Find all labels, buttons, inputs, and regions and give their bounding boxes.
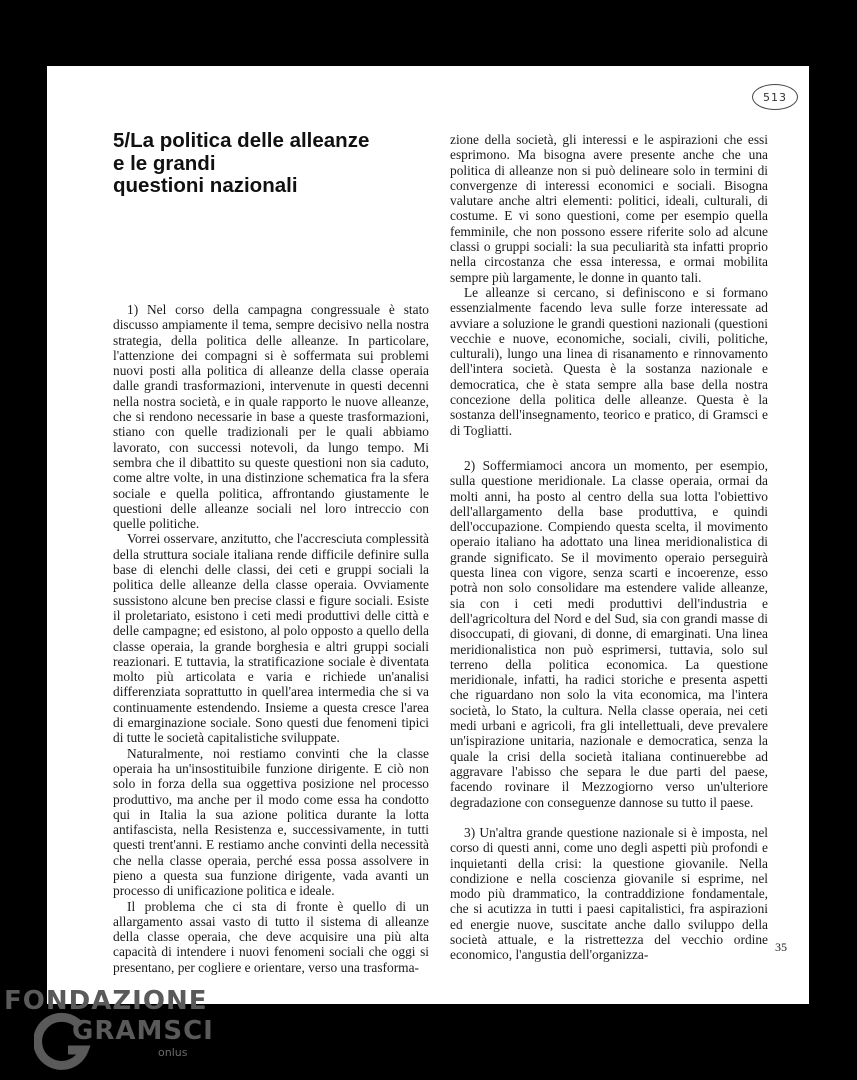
paragraph: 3) Un'altra grande questione nazionale si è imposta, nel corso di questi anni, come uno degli aspetti più profondi e inquietanti della crisi: la questione giovanile. Nella condizione e nella coscienza giovanile si esprime, nel modo più drammatico, la contraddizione fondamentale, che si acutizza in tutti i paesi capitalistici, fra aspirazioni ed energie nuove, suscitate anche dallo sviluppo della società attuale, e la ristrettezza del vecchio ordine economico, l'angustia dell'organizza- (450, 825, 768, 963)
paragraph: 2) Soffermiamoci ancora un momento, per esempio, sulla questione meridionale. La classe operaia, ormai da molti anni, ha posto al centro della sua lotta l'obiettivo dell'allargamento della base produttiva, e quindi dell'occupazione. Compiendo questa scelta, il movimento operaio italiano ha adottato una linea meridionalistica di grande significato. Se il movimento operaio perseguirà questa linea con vigore, senza scarti e incoerenze, esso potrà non solo consolidare ma estendere valide alleanze, sia con i ceti medi produttivi dell'industria e dell'agricoltura del Nord e del Sud, sia con grandi masse di disoccupati, di giovani, di donne, di emarginati. Una linea meridionalistica non può esprimersi, tuttavia, solo sul terreno della politica economica. La questione meridionale, infatti, ha radici storiche e presenta aspetti che riguardano non solo la vita economica, ma l'intera società, lo Stato, la cultura. Nella classe operaia, nei ceti medi urbani e agricoli, fra gli intellettuali, deve prevalere un'ispirazione unitaria, nazionale e democratica, senza la quale la crisi della società italiana continuerebbe ad aggravare l'abisso che separa le due parti del paese, facendo rovinare il Mezzogiorno verso un'ulteriore degradazione con conseguenze dannose su tutto il paese. (450, 458, 768, 810)
scanned-page (47, 66, 809, 1004)
paragraph: 1) Nel corso della campagna congressuale è stato discusso ampiamente il tema, sempre decisivo nella nostra strategia, della politica delle alleanze. In particolare, l'attenzione dei compagni si è soffermata sui problemi nuovi posti alla politica di alleanze della classe operaia dalle grandi trasformazioni, intervenute in questi decenni nella nostra società, e in quale rapporto le nuove alleanze, che si rendono necessarie in base a queste trasformazioni, stiano con quelle tradizionali per le quali abbiamo lavorato, con successi notevoli, da lungo tempo. Mi sembra che il dibattito su queste questioni non sia caduto, come altre volte, in una distinzione schematica fra la sfera sociale e quella politica, affrontando giustamente le questioni delle alleanze sociali nel loro intreccio con quelle politiche. (113, 302, 429, 532)
title-line: questioni nazionali (113, 174, 298, 197)
article-title (113, 130, 433, 198)
title-line: 5/La politica delle alleanze (113, 129, 370, 152)
right-column-bottom (450, 825, 768, 963)
paragraph: Le alleanze si cercano, si definiscono e si formano essenzialmente facendo leva sulle forze interessate ad avviare a soluzione le grandi questioni nazionali (questioni vecchie e nuove, economiche, sociali, civili, politiche, culturali), lungo una linea di risanamento e rinnovamento dell'intera società. Questa è la sostanza nazionale e democratica, che è stata sempre alla base della nostra concezione della politica delle alleanze. Questa è la sostanza dell'insegnamento, teorico e pratico, di Gramsci e di Togliatti. (450, 284, 768, 438)
paragraph: Naturalmente, noi restiamo convinti che la classe operaia ha un'insostituibile funzione dirigente. E ciò non solo in forza della sua oggettiva posizione nel processo produttivo, ma anche per il modo come essa ha condotto qui in Italia la sua azione politica durante la lotta antifascista, nella Resistenza e, successivamente, in tutti questi trent'anni. E restiamo anche convinti della necessità che nella classe operaia, perché essa possa assolvere in pieno a questa sua funzione dirigente, vada avanti un processo di unificazione politica e ideale. (113, 745, 429, 899)
title-line: e le grandi (113, 151, 216, 175)
watermark-line1: FONDAZIONE (4, 986, 208, 1016)
paragraph: Vorrei osservare, anzitutto, che l'accresciuta complessità della struttura sociale italiana rende difficile definire sulla base di elenchi delle classi, dei ceti e gruppi sociali la politica delle alleanze della classe operaia. Ovviamente sussistono alcune ben precise classi e figure sociali. Esiste il proletariato, esistono i ceti medi produttivi delle città e delle campagne; ed esistono, al polo opposto a quello della classe operaia, la grande borghesia e altri gruppi sociali reazionari. E tuttavia, la stratificazione sociale è diventata molto più articolata e varia e richiede un'analisi differenziata soprattutto in quell'area intermedia che si va continuamente estendendo. Insieme a questa cresce l'area di emarginazione sociale. Sono questi due fenomeni tipici di tutte le società capitalistiche sviluppate. (113, 531, 429, 746)
page-number: 35 (775, 940, 787, 954)
watermark-line2: GRAMSCI (72, 1016, 214, 1046)
right-column-middle (450, 458, 768, 810)
right-column-top (450, 132, 768, 438)
watermark-sub: onlus (158, 1046, 188, 1059)
paragraph: zione della società, gli interessi e le aspirazioni che essi esprimono. Ma bisogna avere presente anche che una politica di alleanze non si può delineare solo in termini di convergenze di interessi economici e sociali. Bisogna valutare anche altri elementi: politici, ideali, culturali, di costume. E vi sono questioni, come per esempio quella femminile, che non possono essere riferite solo ad alcune classi o gruppi sociali: la sua peculiarità sta infatti proprio nella circostanza che essa interessa, e ormai mobilita sempre più largamente, le donne in quanto tali. (450, 132, 768, 285)
paragraph: Il problema che ci sta di fronte è quello di un allargamento assai vasto di tutto il sistema di alleanze della classe operaia, che deve acquisire una più alta capacità di intendere i nuovi fenomeni sociali che oggi si presentano, per cogliere e orientare, verso una trasforma- (113, 898, 429, 975)
archive-stamp: 513 (752, 84, 798, 110)
left-column (113, 302, 429, 975)
watermark-logo (0, 982, 260, 1080)
